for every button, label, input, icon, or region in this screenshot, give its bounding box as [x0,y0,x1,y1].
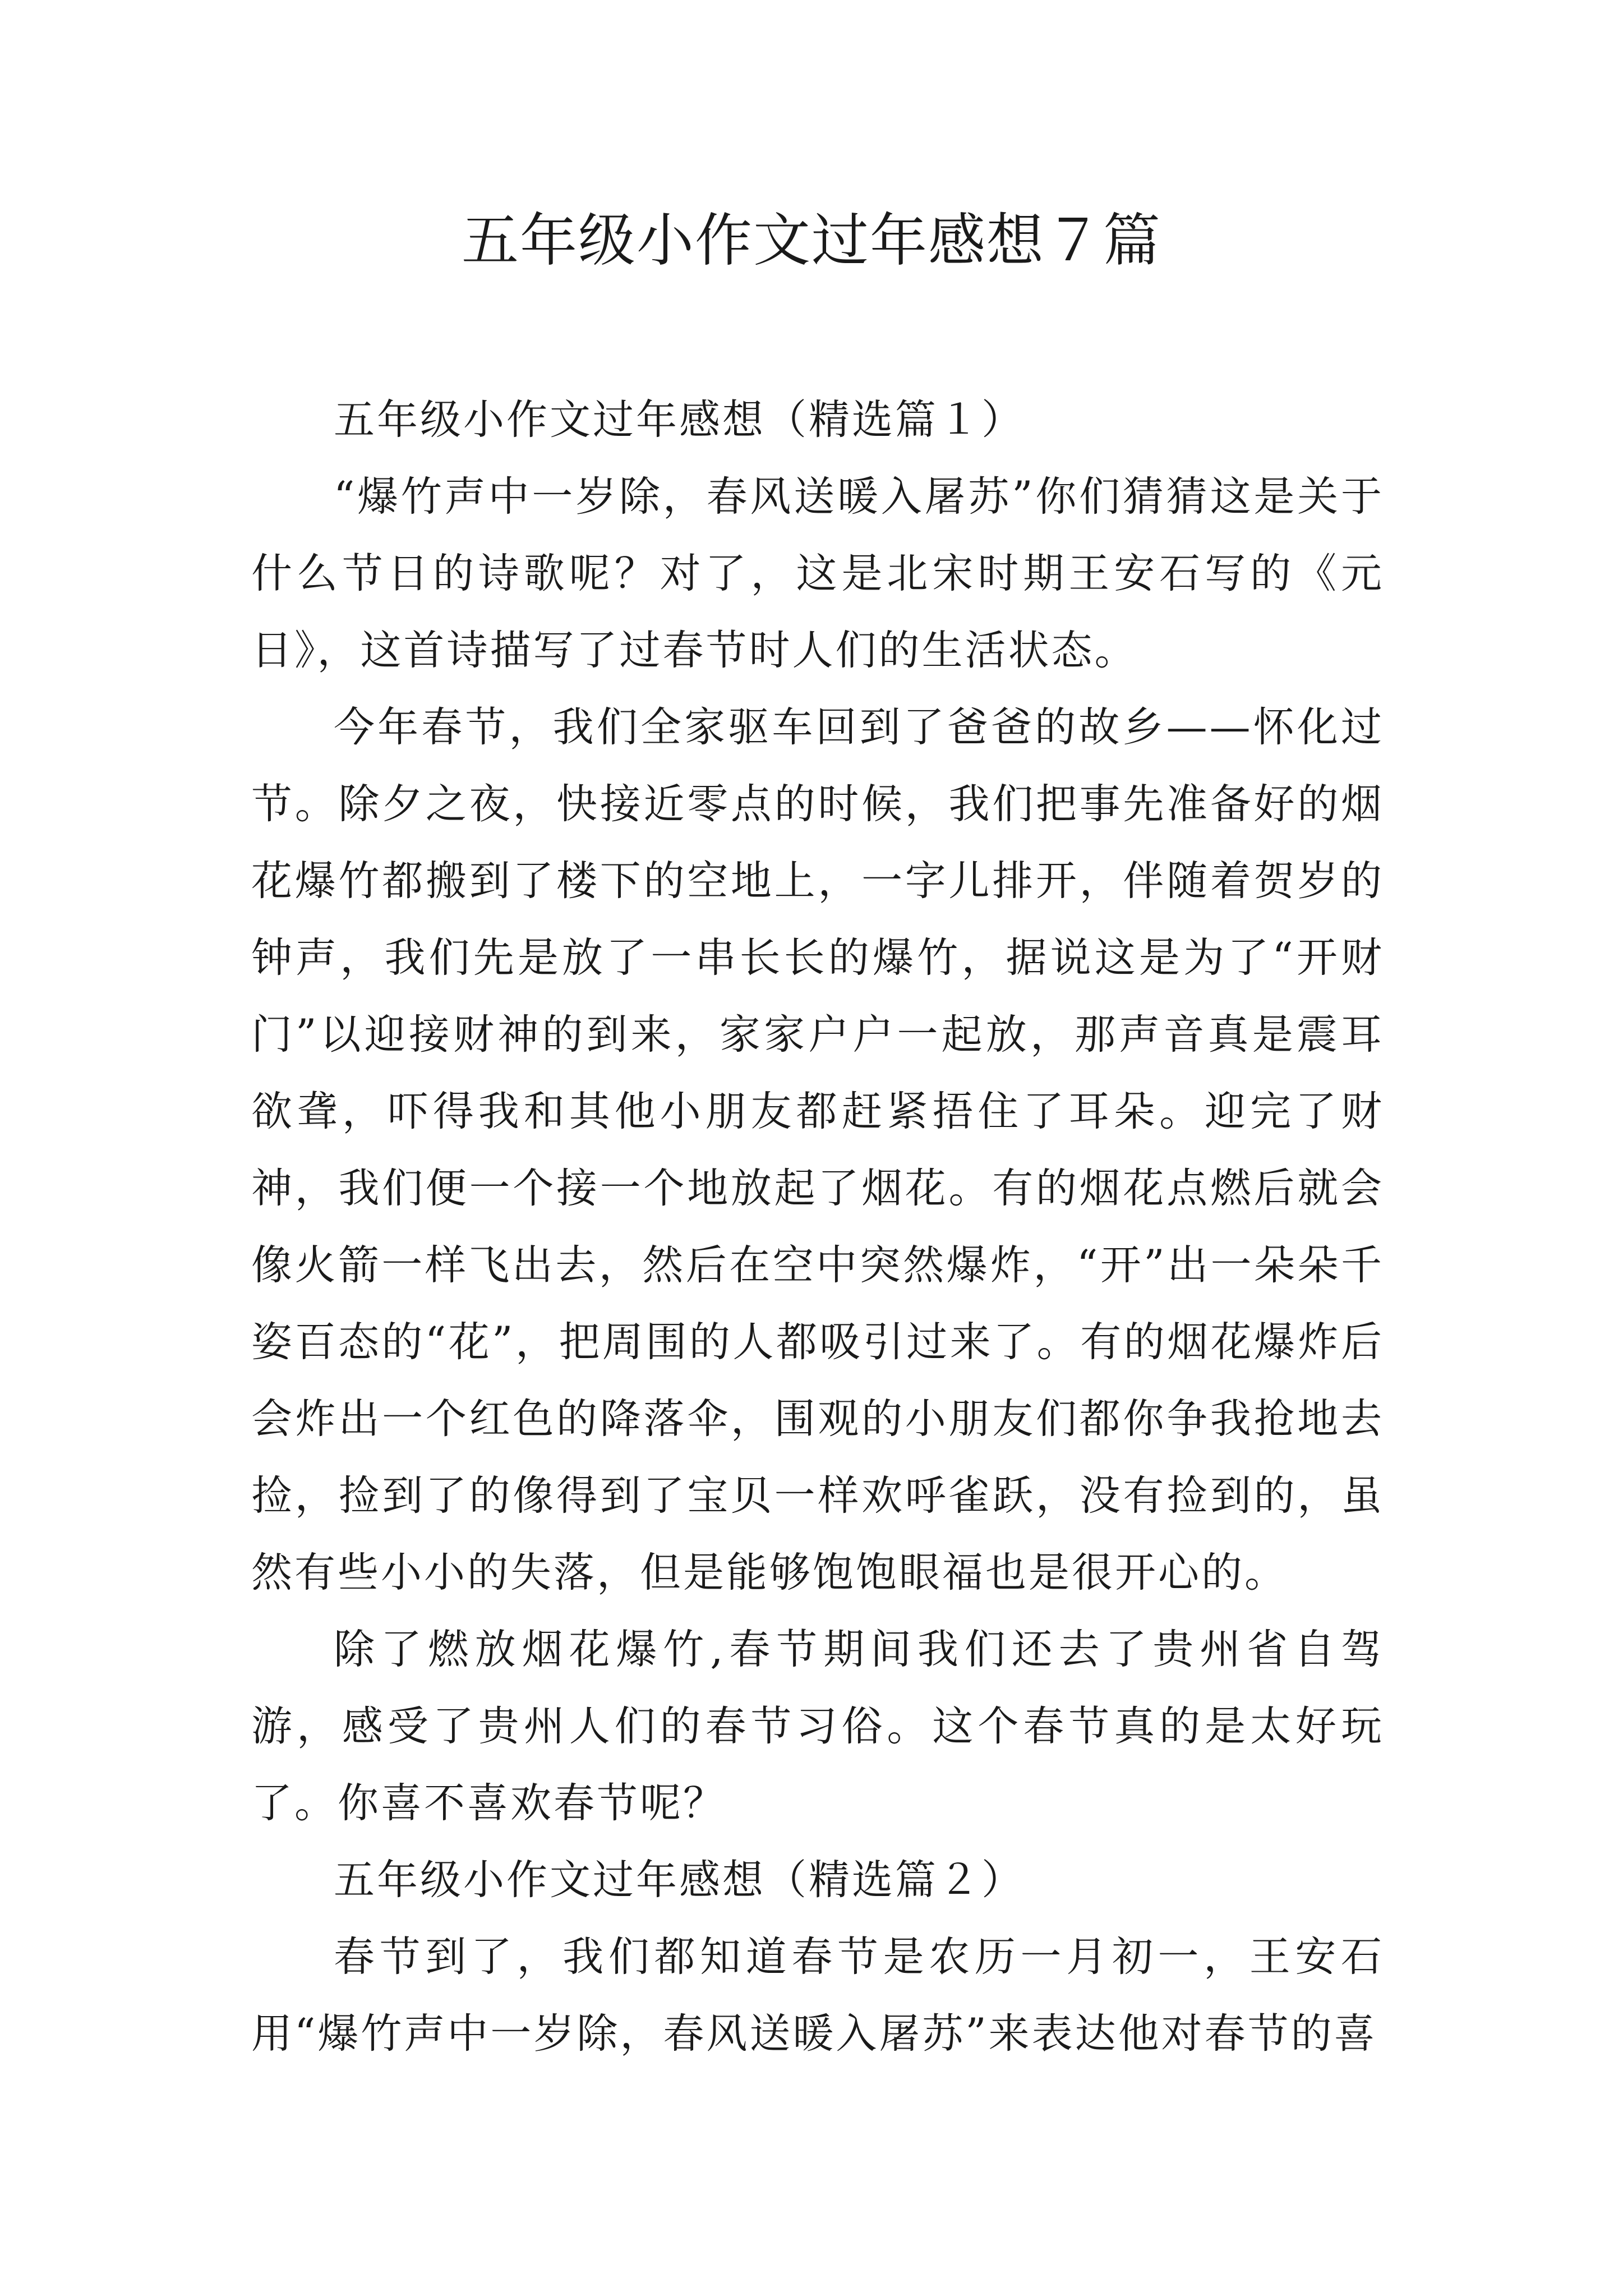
document-title: 五年级小作文过年感想７篇 [462,208,1161,274]
section-heading-1: 五年级小作文过年感想（精选篇１） [334,396,1025,444]
document-body [251,381,1384,2072]
section-heading-2: 五年级小作文过年感想（精选篇２） [334,1856,1025,1904]
paragraph: 今年春节，我们全家驱车回到了爸爸的故乡——怀化过节。除夕之夜，快接近零点的时候，我们把事先准备好的烟花爆竹都搬到了楼下的空地上，一字儿排开，伴随着贺岁的钟声，我们先是放了一串长长的爆竹，据说这是为了“开财门”以迎接财神的到来，家家户户一起放，那声音真是震耳欲聋，吓得我和其他小朋友都赶紧捂住了耳朵。迎完了财神，我们便一个接一个地放起了烟花。有的烟花点燃后就会像火箭一样飞出去，然后在空中突然爆炸，“开”出一朵朵千姿百态的“花”，把周围的人都吸引过来了。有的烟花爆炸后会炸出一个红色的降落伞，围观的小朋友们都你争我抢地去捡，捡到了的像得到了宝贝一样欢呼雀跃，没有捡到的，虽然有些小小的失落，但是能够饱饱眼福也是很开心的。 [251,703,1384,1596]
paragraph: 除了燃放烟花爆竹,春节期间我们还去了贵州省自驾游，感受了贵州人们的春节习俗。这个春节真的是太好玩了。你喜不喜欢春节呢？ [251,1626,1384,1827]
paragraph: 春节到了，我们都知道春节是农历一月初一，王安石用“爆竹声中一岁除，春风送暖入屠苏”来表达他对春节的喜 [251,1933,1384,2058]
paragraph: “爆竹声中一岁除，春风送暖入屠苏”你们猜猜这是关于什么节日的诗歌呢？对了，这是北宋时期王安石写的《元日》，这首诗描写了过春节时人们的生活状态。 [251,473,1384,674]
